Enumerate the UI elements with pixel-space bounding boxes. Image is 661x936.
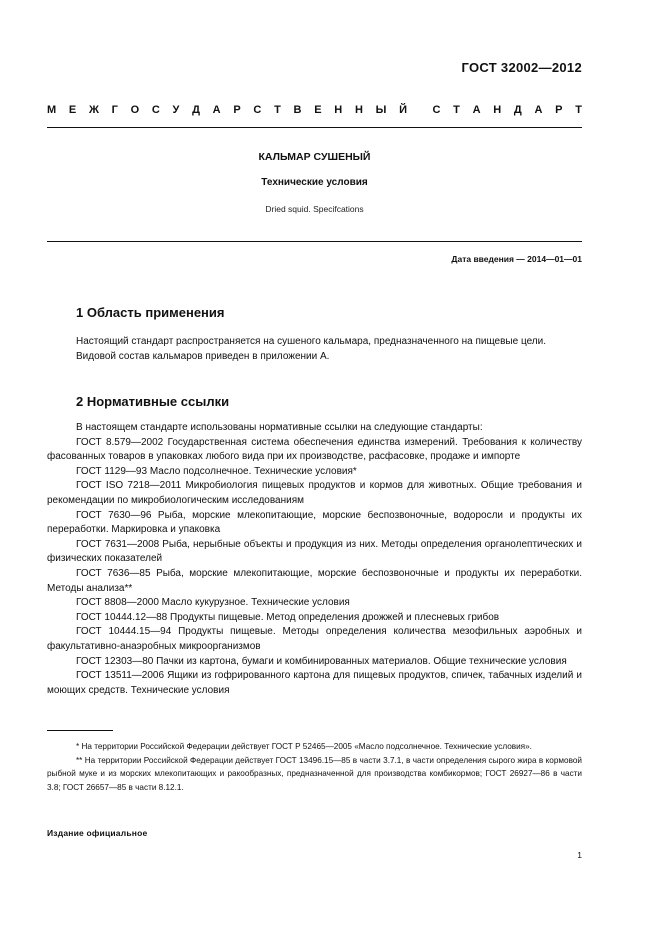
heading-letter: С [151, 104, 160, 116]
footnotes [47, 740, 582, 795]
heading-letter: Т [575, 104, 582, 116]
heading-letter: Т [274, 104, 281, 116]
heading-letter: Д [192, 104, 200, 116]
heading-letter: Й [399, 104, 408, 116]
heading-letter: Н [354, 104, 363, 116]
heading-letter: Р [555, 104, 563, 116]
reference-item: ГОСТ 13511—2006 Ящики из гофрированного картона для пищевых продуктов, спичек, табачных изделий и моющих средств. Технические условия [47, 670, 582, 696]
footnote: ** На территории Российской Федерации действует ГОСТ 13496.15—85 в части 3.7.1, в части определения сырого жира в кормовой рыбной муке и из морских млекопитающих и ракообразных, предназначенной для производства комбикормов; ГОСТ 26927—86 в части 3.8; ГОСТ 26657—85 в части 8.12.1. [47, 756, 582, 792]
heading-letter: А [212, 104, 221, 116]
top-divider [47, 127, 582, 128]
heading-letter: Д [513, 104, 522, 116]
reference-item: ГОСТ 12303—80 Пачки из картона, бумаги и комбинированных материалов. Общие технические условия [76, 655, 567, 667]
document-title: КАЛЬМАР СУШЕНЫЙ [258, 151, 371, 163]
heading-letter: С [253, 104, 262, 116]
paragraph: Настоящий стандарт распространяется на сушеного кальмара, предназначенного на пищевые цели. [76, 336, 547, 347]
heading-letter: О [130, 104, 140, 116]
heading-letter: Г [111, 104, 118, 116]
normative-references-list [47, 421, 582, 698]
heading-letter: М [47, 104, 57, 116]
reference-item: ГОСТ ISO 7218—2011 Микробиология пищевых продуктов и кормов для животных. Общие требования и рекомендации по микробиологическим исследованиям [47, 480, 582, 506]
heading-letter: У [172, 104, 180, 116]
heading-letter: Е [68, 104, 77, 116]
reference-item: ГОСТ 1129—93 Масло подсолнечное. Технические условия* [76, 465, 357, 477]
reference-item: ГОСТ 10444.12—88 Продукты пищевые. Метод определения дрожжей и плесневых грибов [76, 611, 500, 623]
section-2-heading: 2 Нормативные ссылки [76, 394, 230, 409]
section-1-body [47, 335, 582, 364]
reference-item: ГОСТ 8.579—2002 Государственная система обеспечения единства измерений. Требования к количеству фасованных товаров в упаковках любого вида при их производстве, расфасовке, продаже и импорте [47, 436, 582, 463]
page-number: 1 [577, 850, 582, 860]
reference-item: ГОСТ 7631—2008 Рыба, нерыбные объекты и продукция из них. Методы определения органолептических и физических показателей [47, 538, 582, 565]
english-title: Dried squid. Specifcations [265, 204, 364, 214]
reference-item: ГОСТ 8808—2000 Масло кукурузное. Технические условия [76, 597, 350, 609]
heading-letter: Ы [375, 104, 387, 116]
paragraph: Видовой состав кальмаров приведен в приложении А. [76, 350, 330, 362]
reference-item: ГОСТ 7636—85 Рыба, морские млекопитающие, морские беспозвоночные и продукты их переработки. Методы анализа** [47, 567, 582, 594]
heading-letter: А [472, 104, 481, 116]
heading-letter: Ж [88, 104, 99, 116]
heading-letter: Е [314, 104, 322, 116]
document-number: ГОСТ 32002—2012 [461, 60, 582, 75]
reference-item: ГОСТ 10444.15—94 Продукты пищевые. Методы определения количества мезофильных аэробных и факультативно-анаэробных микроорганизмов [47, 626, 582, 652]
document-subtitle: Технические условия [261, 177, 368, 188]
official-edition-label: Издание официальное [47, 828, 148, 838]
heading-letter: В [293, 104, 302, 116]
heading-letter: А [534, 104, 543, 116]
interstate-standard-heading [47, 104, 582, 116]
title-divider [47, 241, 582, 242]
introduction-date: Дата введения — 2014—01—01 [451, 254, 582, 264]
footnote-divider [47, 730, 113, 731]
references-intro: В настоящем стандарте использованы нормативные ссылки на следующие стандарты: [76, 422, 483, 433]
section-1-heading: 1 Область применения [76, 305, 225, 320]
heading-letter: С [432, 104, 441, 116]
heading-letter: Р [233, 104, 241, 116]
heading-letter: Н [334, 104, 343, 116]
heading-letter: Т [453, 104, 460, 116]
footnote: * На территории Российской Федерации действует ГОСТ Р 52465—2005 «Масло подсолнечное. Технические условия». [76, 742, 532, 751]
heading-letter: Н [493, 104, 502, 116]
reference-item: ГОСТ 7630—96 Рыба, морские млекопитающие, морские беспозвоночные, водоросли и продукты их переработки. Маркировка и упаковка [47, 509, 582, 536]
